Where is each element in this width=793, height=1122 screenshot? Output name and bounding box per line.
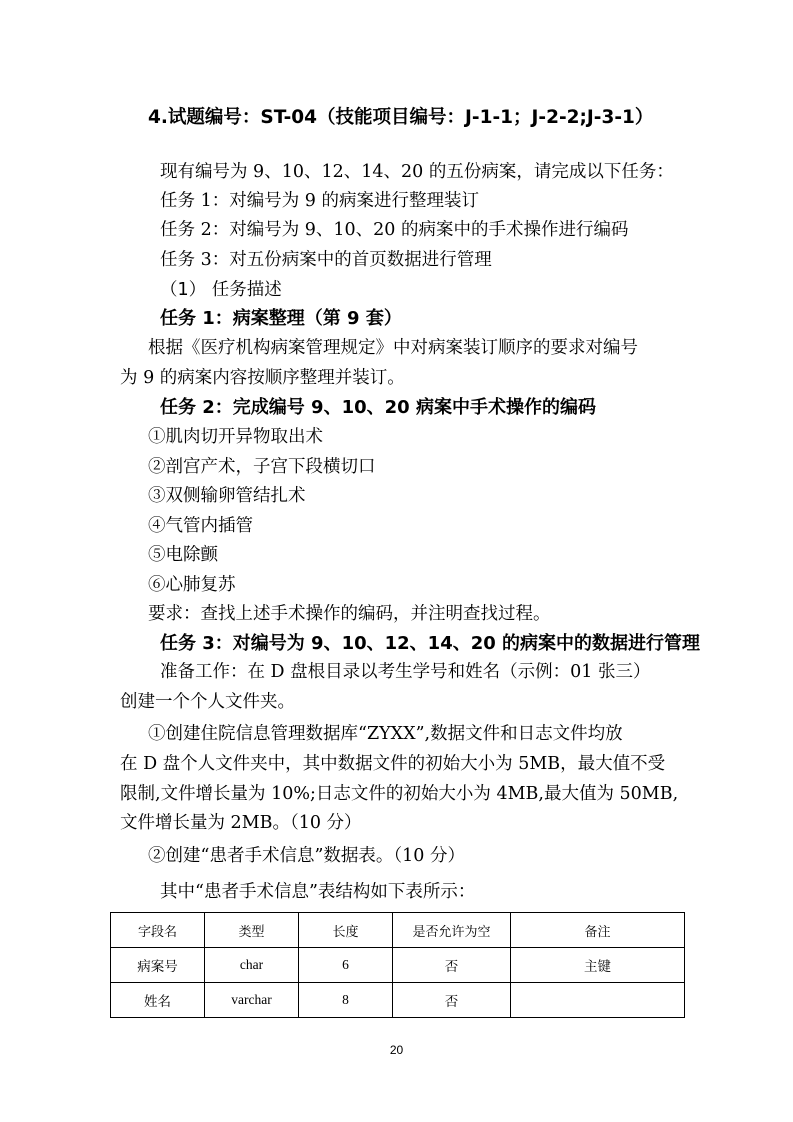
task3-title: 任务 3：对编号为 9、10、12、14、20 的病案中的数据进行管理 <box>160 633 701 654</box>
task2-item: ④气管内插管 <box>148 516 253 536</box>
table-header-cell: 字段名 <box>111 913 205 948</box>
task2-item: ⑤电除颤 <box>148 545 218 565</box>
intro-line: 现有编号为 9、10、12、14、20 的五份病案，请完成以下任务： <box>160 162 674 182</box>
table-header-cell: 备注 <box>511 913 685 948</box>
task2-item: ③双侧输卵管结扎术 <box>148 486 306 506</box>
page-number: 20 <box>389 1043 404 1057</box>
table-cell: 姓名 <box>111 983 205 1018</box>
page-heading: 4.试题编号：ST-04（技能项目编号：J-1-1；J-2-2;J-3-1） <box>148 107 654 128</box>
task2-requirement: 要求：查找上述手术操作的编码，并注明查找过程。 <box>148 604 551 624</box>
table-cell: char <box>205 948 299 983</box>
section-title: （1） 任务描述 <box>160 280 282 300</box>
table-header-cell: 是否允许为空 <box>393 913 511 948</box>
task1-desc: 为 9 的病案内容按顺序整理并装订。 <box>120 368 405 388</box>
table-header-row <box>111 913 685 948</box>
table-row <box>111 983 685 1018</box>
task2-item: ⑥心肺复苏 <box>148 575 236 595</box>
task2-item: ②剖宫产术，子宫下段横切口 <box>148 457 376 477</box>
task3-step1: 在 D 盘个人文件夹中，其中数据文件的初始大小为 5MB，最大值不受 <box>120 754 666 774</box>
table-cell: 8 <box>299 983 393 1018</box>
intro-line: 任务 2：对编号为 9、10、20 的病案中的手术操作进行编码 <box>160 220 629 240</box>
task2-item: ①肌肉切开异物取出术 <box>148 427 323 447</box>
task3-step1: 限制,文件增长量为 10%;日志文件的初始大小为 4MB,最大值为 50MB, <box>120 784 679 804</box>
intro-line: 任务 1：对编号为 9 的病案进行整理装订 <box>160 191 479 211</box>
table-intro: 其中“患者手术信息”表结构如下表所示： <box>160 882 476 902</box>
table-row <box>111 948 685 983</box>
table-cell <box>511 983 685 1018</box>
task3-step2: ②创建“患者手术信息”数据表。（10 分） <box>148 846 465 866</box>
table-cell: 主键 <box>511 948 685 983</box>
field-structure-table <box>110 912 685 1018</box>
task3-step1: 文件增长量为 2MB。（10 分） <box>120 813 362 833</box>
table-cell: 病案号 <box>111 948 205 983</box>
task3-step1: ①创建住院信息管理数据库“ZYXX”,数据文件和日志文件均放 <box>148 724 623 744</box>
table-cell: varchar <box>205 983 299 1018</box>
table-cell: 否 <box>393 948 511 983</box>
task3-prep: 准备工作：在 D 盘根目录以考生学号和姓名（示例：01 张三） <box>160 662 651 682</box>
task2-title: 任务 2：完成编号 9、10、20 病案中手术操作的编码 <box>160 397 596 418</box>
task3-prep: 创建一个个人文件夹。 <box>120 692 295 712</box>
table-header-cell: 类型 <box>205 913 299 948</box>
table-cell: 否 <box>393 983 511 1018</box>
task1-desc: 根据《医疗机构病案管理规定》中对病案装订顺序的要求对编号 <box>148 338 638 358</box>
task1-title: 任务 1：病案整理（第 9 套） <box>160 308 402 329</box>
table-cell: 6 <box>299 948 393 983</box>
table-header-cell: 长度 <box>299 913 393 948</box>
intro-line: 任务 3：对五份病案中的首页数据进行管理 <box>160 250 492 270</box>
